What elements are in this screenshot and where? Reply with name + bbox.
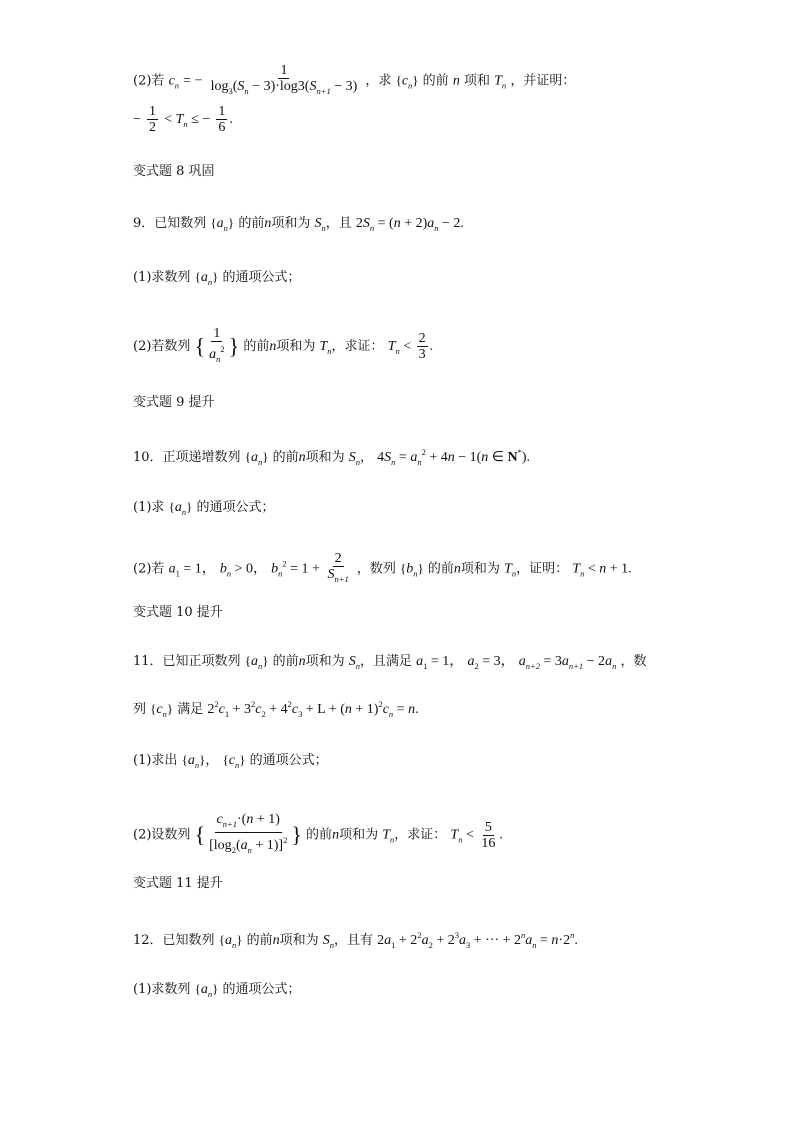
variant-9-heading: 变式题 9 提升 xyxy=(133,395,215,410)
q12-part1: (1)求数列 $\{a_n\}$ 的通项公式； xyxy=(133,981,301,999)
question-12: 12．已知数列 $\{a_n\}$ 的前n项和为 $S_n$，且有 $2a_1 + 2^2a_2 + 2^3a_3$ + ··· + $2^na_n = n\cdot 2^n$. xyxy=(133,930,578,950)
q9-part2: (2)若数列 { $\frac{1}{a_n^2}$ } 的前n项和为 $T_n$，求证： $T_n$ < $\frac{2}{3}$ . xyxy=(133,326,434,364)
variant-11-heading: 变式题 11 提升 xyxy=(133,876,223,891)
question-11-line2: 列 $\{c_n\}$ 满足 $2^2c_1 + 3^2c_2 + 4^2c_3 + L + (n + 1)^2c_n = n$. xyxy=(133,699,419,719)
q10-part2: (2)若 $a_1 = 1$， $b_n > 0$， $b_n^2 = 1$ + $\frac{2}{S_{n+1}}$ ，数列 $\{b_n\}$ 的前n项和为 $T_n$，证明： $T_n < n + 1$. xyxy=(133,551,632,584)
q9-part1: (1)求数列 $\{a_n\}$ 的通项公式； xyxy=(133,269,301,287)
question-9: 9．已知数列 $\{a_n\}$ 的前n项和为 $S_n$，且 $2S_n = (n + 2)a_n - 2$. xyxy=(133,215,464,233)
part2-inequality: − $\frac{1}{2}$ < $T_n$ ≤ − $\frac{1}{6}$ . xyxy=(133,104,233,135)
cn-fraction: $\frac{1}{\log_3(S_n - 3)\cdot\log 3(S_{n+1} - 3)}$ xyxy=(210,63,358,96)
q11-part1: (1)求出 $\{a_n\}$， $\{c_n\}$ 的通项公式； xyxy=(133,752,328,770)
question-11-line1: 11．已知正项数列 $\{a_n\}$ 的前n项和为 $S_n$，且满足 $a_1 = 1$， $a_2 = 3$， $a_{n+2} = 3a_{n+1} - 2a_n$ ，数 xyxy=(133,653,647,671)
q10-part1: (1)求 $\{a_n\}$ 的通项公式； xyxy=(133,499,275,517)
variant-10-heading: 变式题 10 提升 xyxy=(133,605,223,620)
part2-cn-line: (2)若 $c_n$ = − $\frac{1}{\log_3(S_n - 3)\cdot\log 3(S_{n+1} - 3)}$ ，求 $\{c_n\}$ 的前 n 项和 $T_n$ ，并证明： xyxy=(133,63,575,99)
q11-part2: (2)设数列 { $\frac{c_{n+1}\cdot(n + 1)}{[\log_2(a_n + 1)]^2}$ } 的前n项和为 $T_n$，求证： $T_n$ < $\frac{5}{16}$ . xyxy=(133,812,503,855)
variant-8-heading: 变式题 8 巩固 xyxy=(133,164,215,179)
question-10: 10．正项递增数列 $\{a_n\}$ 的前n项和为 $S_n$， $4S_n = a_n^2 + 4n - 1(n$ ∈ N*). xyxy=(133,447,531,467)
